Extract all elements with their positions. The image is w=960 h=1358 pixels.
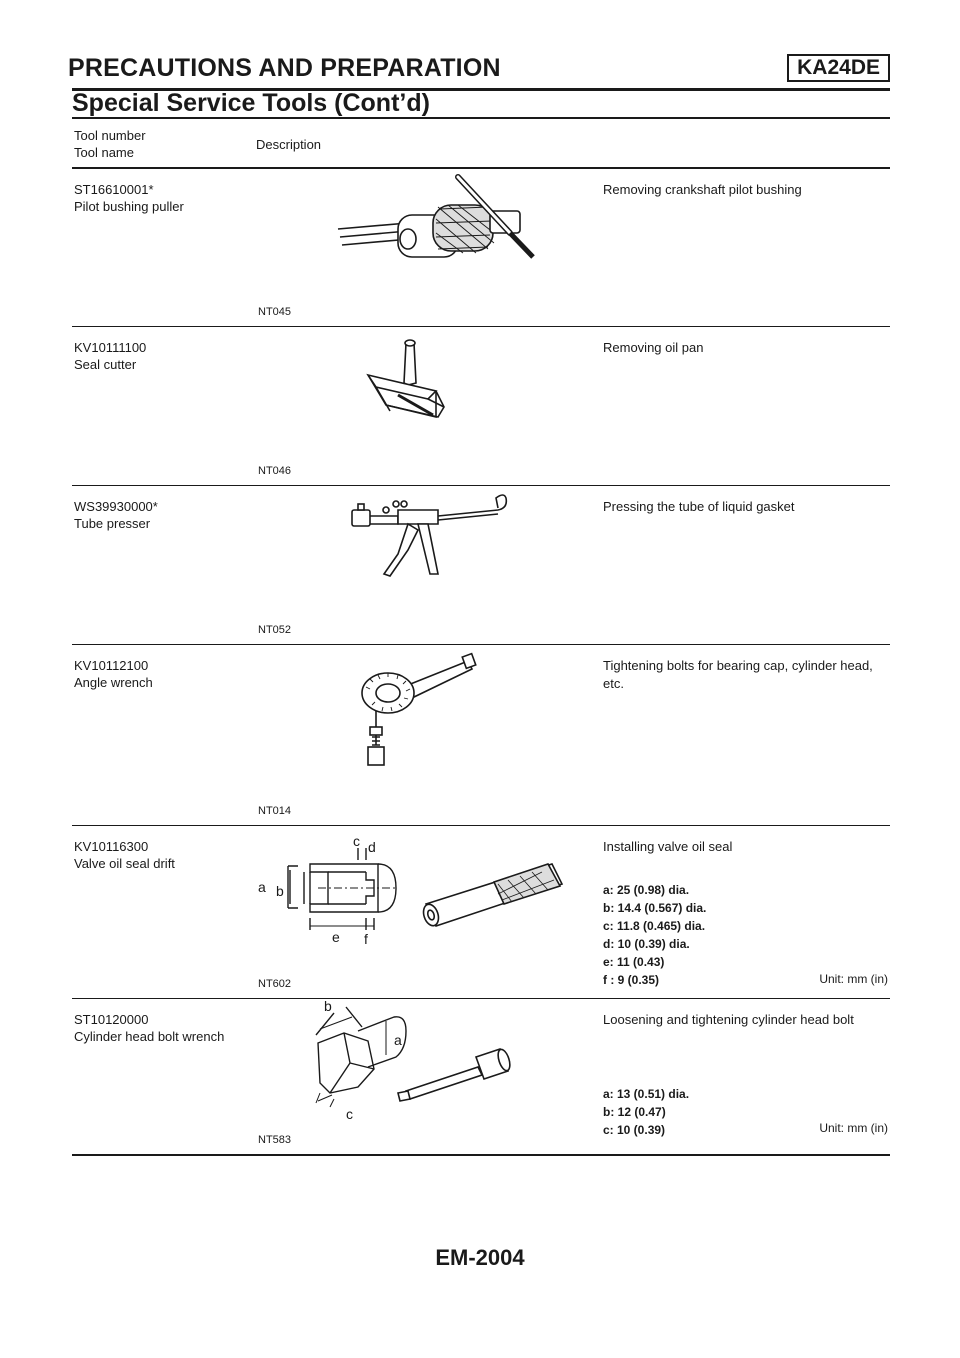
column-header-tool bbox=[74, 127, 146, 161]
tool-number: WS39930000* bbox=[74, 499, 158, 514]
figure-code: NT046 bbox=[258, 465, 292, 477]
tool-cell bbox=[74, 181, 184, 215]
tool-name: Cylinder head bolt wrench bbox=[74, 1029, 225, 1044]
unit-label: Unit: mm (in) bbox=[819, 972, 888, 986]
cylinder-head-bolt-wrench-illustration bbox=[258, 998, 574, 1137]
column-tool-number: Tool number bbox=[74, 128, 146, 143]
tool-number: KV10116300 bbox=[74, 839, 149, 854]
tool-description: Loosening and tightening cylinder head bolt bbox=[603, 1012, 854, 1027]
tool-name: Tube presser bbox=[74, 516, 151, 531]
dimension-label-b: b bbox=[276, 883, 284, 899]
tool-number: KV10112100 bbox=[74, 658, 149, 673]
figure-code: NT602 bbox=[258, 978, 292, 990]
tool-name: Pilot bushing puller bbox=[74, 199, 184, 214]
spec-line: a: 25 (0.98) dia. bbox=[603, 883, 690, 897]
dimension-label-b: b bbox=[324, 998, 332, 1014]
dimension-label-a: a bbox=[394, 1032, 402, 1048]
unit-label: Unit: mm (in) bbox=[819, 1121, 888, 1135]
figure-code: NT052 bbox=[258, 624, 292, 636]
engine-model-badge: KA24DE bbox=[787, 54, 890, 82]
table-row bbox=[72, 999, 890, 1156]
dimension-label-f: f bbox=[364, 931, 368, 947]
table-row bbox=[72, 645, 890, 826]
page-number: EM-2004 bbox=[435, 1245, 525, 1270]
spec-line: d: 10 (0.39) dia. bbox=[603, 937, 690, 951]
figure-code: NT014 bbox=[258, 805, 292, 817]
pilot-bushing-puller-illustration bbox=[258, 177, 574, 297]
tool-description: Installing valve oil seal bbox=[603, 839, 733, 854]
tool-cell bbox=[74, 498, 158, 532]
tool-description: Pressing the tube of liquid gasket bbox=[603, 499, 795, 514]
tool-cell bbox=[74, 657, 153, 691]
spec-line: b: 14.4 (0.567) dia. bbox=[603, 901, 707, 915]
dimension-label-a: a bbox=[258, 879, 266, 895]
tool-description: Removing crankshaft pilot bushing bbox=[603, 182, 802, 197]
tool-name: Angle wrench bbox=[74, 675, 153, 690]
special-service-tools-table bbox=[72, 117, 890, 1156]
figure-code: NT583 bbox=[258, 1134, 292, 1146]
spec-line: a: 13 (0.51) dia. bbox=[603, 1087, 690, 1101]
spec-line: b: 12 (0.47) bbox=[603, 1105, 666, 1119]
tool-cell bbox=[74, 1011, 224, 1045]
table-row bbox=[72, 826, 890, 999]
table-row bbox=[72, 169, 890, 327]
spec-line: c: 11.8 (0.465) dia. bbox=[603, 919, 706, 933]
angle-wrench-illustration bbox=[258, 653, 574, 793]
table-header bbox=[72, 117, 890, 169]
tool-cell bbox=[74, 339, 146, 373]
tool-name: Valve oil seal drift bbox=[74, 856, 175, 871]
seal-cutter-illustration bbox=[258, 335, 574, 455]
tool-number: ST16610001* bbox=[74, 182, 154, 197]
figure-code: NT045 bbox=[258, 306, 292, 318]
spec-line: c: 10 (0.39) bbox=[603, 1123, 666, 1137]
dimension-label-c: c bbox=[346, 1106, 353, 1122]
tool-name: Seal cutter bbox=[74, 357, 137, 372]
column-tool-name: Tool name bbox=[74, 145, 134, 160]
tool-description: Removing oil pan bbox=[603, 340, 704, 355]
tool-cell bbox=[74, 838, 175, 872]
tool-description: Tightening bolts for bearing cap, cylinder head, etc. bbox=[603, 658, 873, 691]
spec-line: f : 9 (0.35) bbox=[603, 973, 660, 987]
spec-line: e: 11 (0.43) bbox=[603, 955, 665, 969]
valve-oil-seal-drift-illustration bbox=[258, 834, 574, 964]
dimension-label-e: e bbox=[332, 929, 340, 945]
column-header-description: Description bbox=[256, 137, 322, 152]
dimension-label-c: c bbox=[353, 833, 360, 849]
table-row bbox=[72, 486, 890, 645]
page-subtitle: Special Service Tools (Cont’d) bbox=[72, 89, 430, 117]
tube-presser-illustration bbox=[258, 494, 574, 614]
table-row bbox=[72, 327, 890, 486]
page-header bbox=[68, 52, 890, 91]
tool-number: ST10120000 bbox=[74, 1012, 149, 1027]
section-title: PRECAUTIONS AND PREPARATION bbox=[68, 54, 501, 82]
dimension-label-d: d bbox=[368, 839, 376, 855]
tool-number: KV10111100 bbox=[74, 340, 147, 355]
